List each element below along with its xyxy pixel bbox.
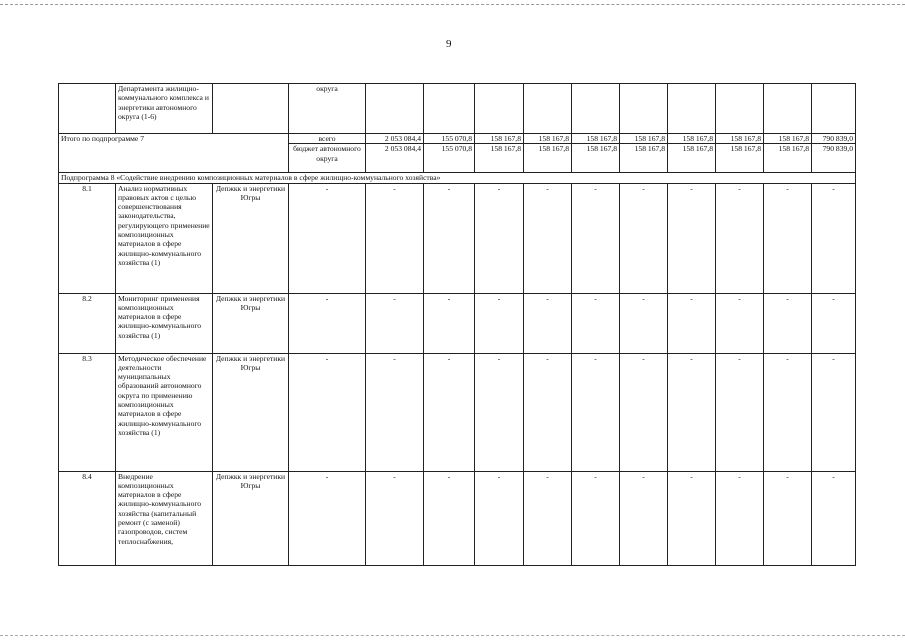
row-value: - [572,183,620,293]
row-value: - [289,293,366,353]
total7-value: 790 839,0 [812,144,856,173]
table-row [59,353,856,471]
table-row [59,173,856,183]
row-value: - [366,353,424,471]
row-value: - [812,293,856,353]
total7-value: 158 167,8 [572,134,620,144]
total7-value: 158 167,8 [475,144,524,173]
total7-value: 2 053 084,4 [366,134,424,144]
row-value: - [366,183,424,293]
table-row [59,293,856,353]
table-row [59,183,856,293]
row-value: - [572,293,620,353]
subprogram8-rows [59,183,856,565]
row-value: - [764,471,812,565]
row-measure-name: Анализ нормативных правовых актов с целью совершенствования законодательства, регулирующего применение композиционных материалов в сфере жилищно-коммунального хозяйства (1) [116,183,213,293]
row-value: - [289,353,366,471]
row-value: - [475,471,524,565]
row-value: - [289,471,366,565]
table-row [59,134,856,144]
row-value: - [424,353,475,471]
total7-label: Итого по подпрограмме 7 [59,134,289,173]
row-value: - [764,183,812,293]
total7-value: 158 167,8 [764,144,812,173]
subprogram8-title: Подпрограмма 8 «Содействие внедрению композиционных материалов в сфере жилищно-коммунального хозяйства» [59,173,856,183]
row-executor: Депжкк и энергетики Югры [213,183,289,293]
row-value: - [572,471,620,565]
total7-value: 158 167,8 [524,144,572,173]
row-value: - [424,293,475,353]
total7-value: 158 167,8 [716,134,764,144]
total7-value: 158 167,8 [620,144,668,173]
scan-bottom-edge [0,635,905,636]
total7-value: 158 167,8 [475,134,524,144]
row-dept-source: округа [289,84,366,134]
row-value: - [668,353,716,471]
row-value: - [812,183,856,293]
total7-value: 158 167,8 [668,134,716,144]
row-value: - [620,183,668,293]
row-value: - [668,293,716,353]
row-number: 8.1 [59,183,116,293]
row-value: - [524,353,572,471]
table-row [59,84,856,134]
row-value: - [620,293,668,353]
total7-value: 158 167,8 [764,134,812,144]
row-value: - [668,183,716,293]
row-value: - [572,353,620,471]
row-number: 8.4 [59,471,116,565]
row-dept-name: Департамента жилищно-коммунального комплекса и энергетики автономного округа (1-6) [116,84,213,134]
row-value: - [764,353,812,471]
row-number: 8.2 [59,293,116,353]
row-value: - [475,353,524,471]
row-value: - [716,293,764,353]
scan-top-edge [0,4,905,5]
row-value: - [424,183,475,293]
row-executor: Депжкк и энергетики Югры [213,471,289,565]
row-executor: Депжкк и энергетики Югры [213,353,289,471]
total7-source-0: всего [289,134,366,144]
row-measure-name: Методическое обеспечение деятельности муниципальных образований автономного округа по применению композиционных материалов в сфере жилищно-коммунального хозяйства (1) [116,353,213,471]
row-value: - [764,293,812,353]
page-number: 9 [446,38,452,50]
total7-value: 155 070,8 [424,134,475,144]
row-value: - [424,471,475,565]
row-value: - [620,471,668,565]
row-value: - [366,471,424,565]
row-value: - [668,471,716,565]
row-value: - [524,293,572,353]
cell-empty [59,84,116,134]
cell-empty [213,84,289,134]
total7-source-1: бюджет автономного округа [289,144,366,173]
total7-value: 158 167,8 [716,144,764,173]
row-value: - [716,353,764,471]
row-value: - [366,293,424,353]
row-value: - [524,183,572,293]
row-value: - [812,471,856,565]
row-measure-name: Внедрение композиционных материалов в сфере жилищно-коммунального хозяйства (капитальный ремонт (с заменой) газопроводов, систем теплоснабжения, [116,471,213,565]
total7-value: 2 053 084,4 [366,144,424,173]
row-value: - [620,353,668,471]
budget-table [58,83,856,566]
row-value: - [716,183,764,293]
total7-value: 790 839,0 [812,134,856,144]
row-executor: Депжкк и энергетики Югры [213,293,289,353]
row-value: - [524,471,572,565]
total7-value: 158 167,8 [620,134,668,144]
row-value: - [812,353,856,471]
total7-value: 158 167,8 [524,134,572,144]
row-value: - [289,183,366,293]
row-value: - [475,183,524,293]
total7-value: 155 070,8 [424,144,475,173]
table-row [59,471,856,565]
total7-value: 158 167,8 [668,144,716,173]
total7-value: 158 167,8 [572,144,620,173]
row-number: 8.3 [59,353,116,471]
row-value: - [475,293,524,353]
row-value: - [716,471,764,565]
row-measure-name: Мониторинг применения композиционных материалов в сфере жилищно-коммунального хозяйства (1) [116,293,213,353]
